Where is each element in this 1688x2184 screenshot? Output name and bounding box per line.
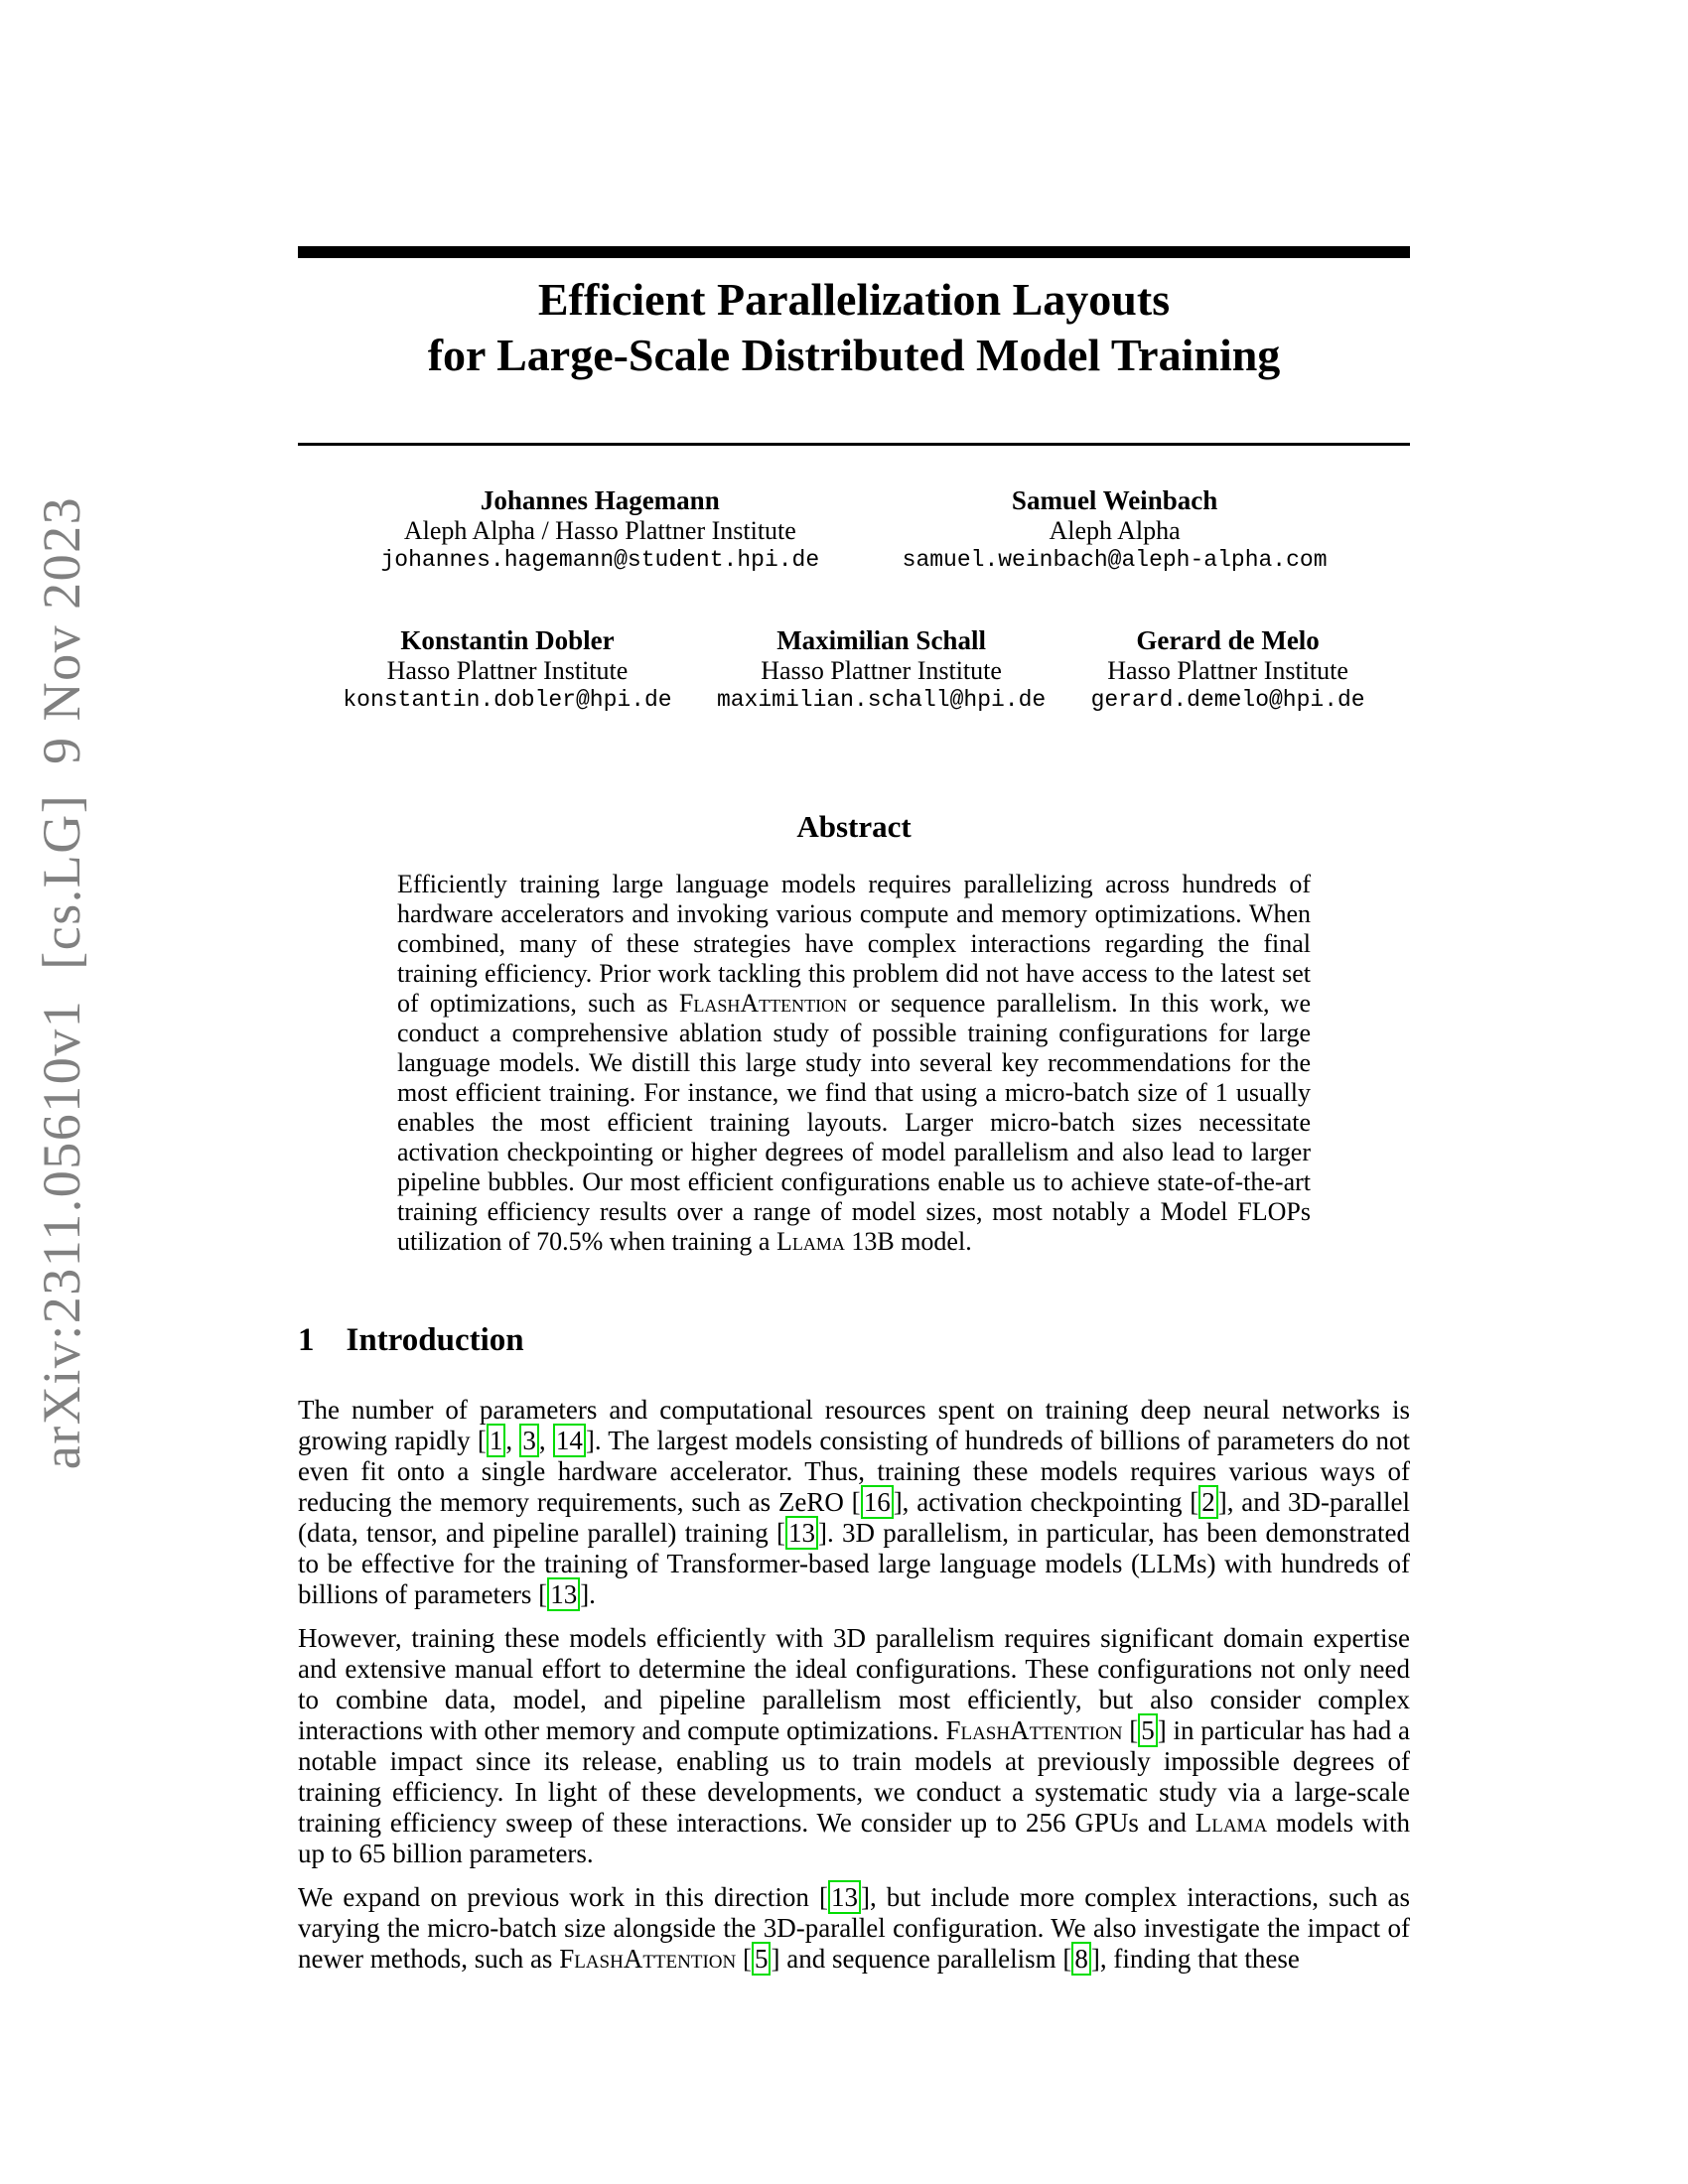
arxiv-watermark: arXiv:2311.05610v1 [cs.LG] 9 Nov 2023 (32, 495, 91, 1470)
author-email: maximilian.schall@hpi.de (716, 687, 1047, 713)
author-name: Johannes Hagemann (480, 485, 720, 515)
author-name: Samuel Weinbach (1011, 485, 1218, 515)
author-block (343, 625, 671, 716)
citation-link[interactable]: 1 (487, 1424, 506, 1457)
title-line-1: Efficient Parallelization Layouts (537, 274, 1171, 325)
author-name: Maximilian Schall (776, 625, 986, 655)
citation-link[interactable]: 3 (519, 1424, 539, 1457)
intro-paragraph-1: The number of parameters and computational resources spent on training deep neural networks is growing rapidly [ 1 , 3 , 14 ]. The largest models consisting of hundreds of billions of parameters do not even fit onto a single hardware accelerator. Thus, training these models requires various ways of reducing the memory requirements, such as ZeRO [ 16 ], activation checkpointing [ 2 ], and 3D-parallel (data, tensor, and pipeline parallel) training [ 13 ]. 3D parallelism, in particular, has been demonstrated to be effective for the training of Transformer-based large language models (LLMs) with hundreds of billions of parameters [ 13 ]. (298, 1395, 1411, 1609)
smallcaps-term: FlashAttention (559, 1944, 737, 1974)
smallcaps-term: Llama (775, 1227, 845, 1256)
author-email: konstantin.dobler@hpi.de (343, 687, 672, 713)
intro-paragraph-3: We expand on previous work in this direction [ 13 ], but include more complex interactions, such as varying the micro-batch size alongside the 3D-parallel configuration. We also investigate the impact of newer methods, such as FlashAttention [ 5 ] and sequence parallelism [ 8 ], finding that these (298, 1882, 1410, 1974)
author-block (380, 485, 819, 576)
abstract-text: Efficiently training large language models requires parallelizing across hundreds of hardware accelerators and invoking various compute and memory optimizations. When combined, many of these strategies have complex interactions regarding the final training efficiency. Prior work tackling this problem did not have access to the latest set of optimizations, such as FlashAttention or sequence parallelism. In this work, we conduct a comprehensive ablation study of possible training configurations for large language models. We distill this large study into several key recommendations for the most efficient training. For instance, we find that using a micro-batch size of 1 usually enables the most efficient training layouts. Larger micro-batch sizes necessitate activation checkpointing or higher degrees of model parallelism and also lead to larger pipeline bubbles. Our most efficient configurations enable us to achieve state-of-the-art training efficiency results over a range of model sizes, most notably a Model FLOPs utilization of 70.5% when training a Llama 13B model. (397, 870, 1312, 1256)
smallcaps-term: FlashAttention (945, 1715, 1123, 1745)
citation-link[interactable]: 13 (785, 1516, 818, 1550)
author-email: gerard.demelo@hpi.de (1090, 687, 1365, 713)
citation-link[interactable]: 13 (828, 1880, 861, 1914)
author-affiliation: Hasso Plattner Institute (761, 656, 1002, 685)
author-name: Gerard de Melo (1136, 625, 1320, 655)
author-block (1091, 625, 1365, 716)
citation-link[interactable]: 16 (861, 1485, 894, 1519)
author-affiliation: Hasso Plattner Institute (1107, 656, 1348, 685)
intro-paragraph-2: However, training these models efficiently with 3D parallelism requires significant domain expertise and extensive manual effort to determine the ideal configurations. These configurations not only need to combine data, model, and pipeline parallelism most efficiently, but also consider complex interactions with other memory and compute optimizations. FlashAttention [ 5 ] in particular has had a notable impact since its release, enabling us to train models at previously impossible degrees of training efficiency. In light of these developments, we conduct a systematic study via a large-scale training efficiency sweep of these interactions. We consider up to 256 GPUs and Llama models with up to 65 billion parameters. (298, 1623, 1410, 1868)
text-column (298, 246, 1410, 1975)
title-rule-bottom (298, 443, 1410, 446)
author-block (903, 485, 1328, 576)
author-affiliation: Hasso Plattner Institute (386, 656, 629, 685)
author-email: johannes.hagemann@student.hpi.de (380, 547, 820, 573)
title-rule-top (298, 246, 1410, 258)
author-name: Konstantin Dobler (400, 625, 615, 655)
author-affiliation: Aleph Alpha (1049, 516, 1181, 545)
authors-row-1 (298, 485, 1410, 576)
citation-link[interactable]: 2 (1198, 1485, 1218, 1519)
citation-link[interactable]: 8 (1071, 1942, 1091, 1976)
smallcaps-term: FlashAttention (678, 989, 848, 1018)
citation-link[interactable]: 14 (553, 1424, 586, 1457)
abstract-heading: Abstract (796, 809, 912, 844)
author-block (717, 625, 1046, 716)
section-number: 1 (298, 1322, 315, 1358)
authors-row-2 (298, 625, 1410, 716)
author-affiliation: Aleph Alpha / Hasso Plattner Institute (403, 516, 796, 545)
title-line-2: for Large-Scale Distributed Model Training (427, 330, 1281, 380)
citation-link[interactable]: 5 (752, 1942, 772, 1976)
author-email: samuel.weinbach@aleph-alpha.com (902, 547, 1328, 573)
smallcaps-term: Llama (1195, 1808, 1268, 1838)
section-title: Introduction (346, 1322, 524, 1358)
section-heading-introduction (298, 1322, 1410, 1359)
paper-title (298, 272, 1410, 383)
citation-link[interactable]: 13 (547, 1577, 580, 1611)
citation-link[interactable]: 5 (1138, 1713, 1158, 1747)
